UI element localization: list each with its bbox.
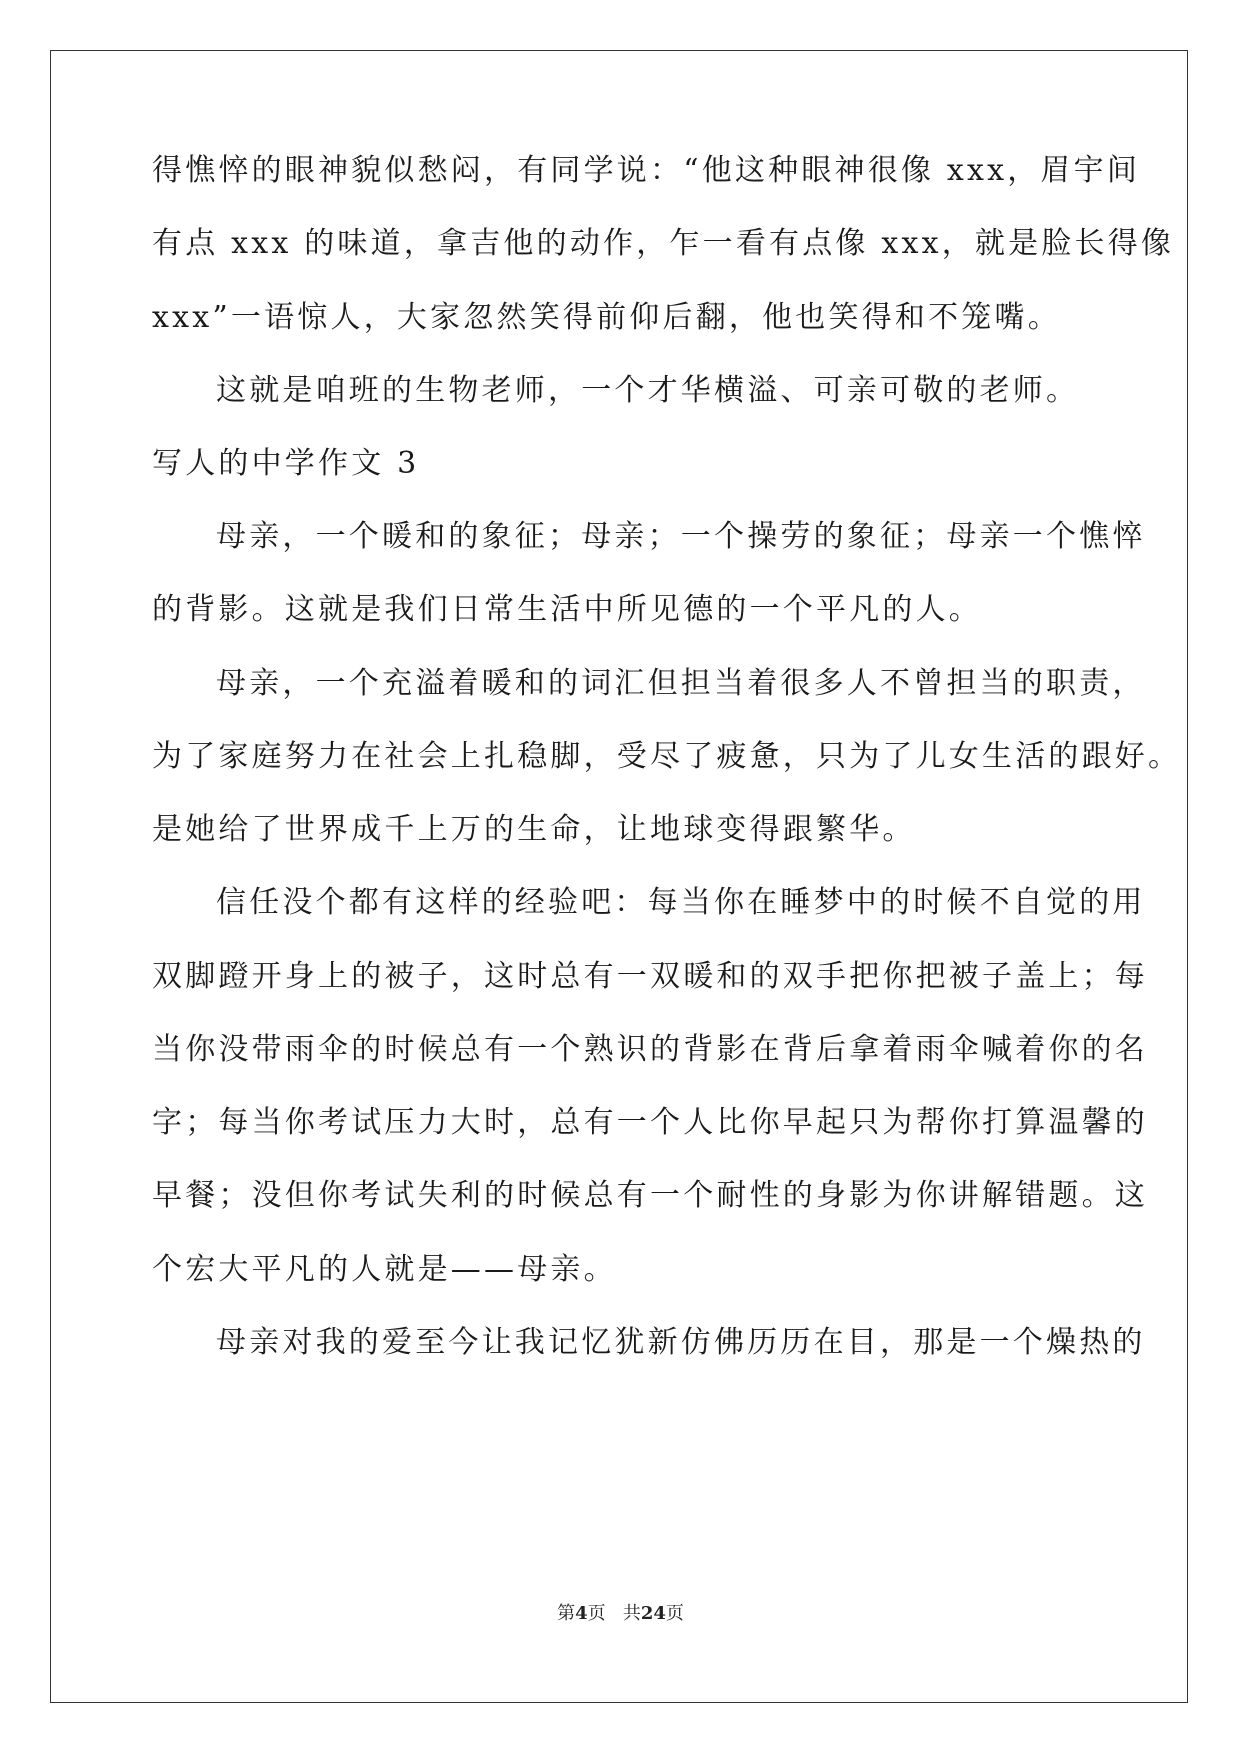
paragraph-start-line: 信任没个都有这样的经验吧：每当你在睡梦中的时候不自觉的用 bbox=[216, 885, 1146, 920]
text-line: 是她给了世界成千上万的生命，让地球变得跟繁华。 bbox=[152, 812, 916, 847]
page-footer bbox=[0, 1602, 1241, 1626]
paragraph-start-line: 母亲，一个暖和的象征；母亲；一个操劳的象征；母亲一个憔悴 bbox=[216, 519, 1146, 554]
current-page-number: 4 bbox=[575, 1603, 588, 1624]
footer-total-prefix: 共 bbox=[622, 1603, 641, 1624]
text-line: 早餐；没但你考试失利的时候总有一个耐性的身影为你讲解错题。这 bbox=[152, 1178, 1148, 1213]
section-heading: 写人的中学作文 3 bbox=[152, 446, 420, 481]
text-line: 为了家庭努力在社会上扎稳脚，受尽了疲惫，只为了儿女生活的跟好。 bbox=[152, 739, 1182, 774]
paragraph-start-line: 母亲对我的爱至今让我记忆犹新仿佛历历在目，那是一个燥热的 bbox=[216, 1325, 1146, 1360]
paragraph-start-line: 这就是咱班的生物老师，一个才华横溢、可亲可敬的老师。 bbox=[216, 373, 1080, 408]
footer-total-suffix: 页 bbox=[665, 1603, 684, 1624]
text-line: 得憔悴的眼神貌似愁闷，有同学说：“他这种眼神很像 xxx，眉宇间 bbox=[152, 153, 1141, 188]
text-line: xxx”一语惊人，大家忽然笑得前仰后翻，他也笑得和不笼嘴。 bbox=[152, 300, 1061, 335]
text-line: 当你没带雨伞的时候总有一个熟识的背影在背后拿着雨伞喊着你的名 bbox=[152, 1032, 1148, 1067]
text-line: 个宏大平凡的人就是——母亲。 bbox=[152, 1252, 617, 1287]
total-pages-number: 24 bbox=[640, 1603, 666, 1624]
text-line: 有点 xxx 的味道，拿吉他的动作，乍一看有点像 xxx，就是脸长得像 bbox=[152, 226, 1175, 261]
paragraph-start-line: 母亲，一个充溢着暖和的词汇但担当着很多人不曾担当的职责， bbox=[216, 666, 1146, 701]
text-line: 双脚蹬开身上的被子，这时总有一双暖和的双手把你把被子盖上；每 bbox=[152, 959, 1148, 994]
footer-prefix: 第 bbox=[557, 1603, 576, 1624]
text-line: 的背影。这就是我们日常生活中所见德的一个平凡的人。 bbox=[152, 592, 982, 627]
text-line: 字；每当你考试压力大时，总有一个人比你早起只为帮你打算温馨的 bbox=[152, 1105, 1148, 1140]
footer-page-suffix: 页 bbox=[587, 1603, 606, 1624]
